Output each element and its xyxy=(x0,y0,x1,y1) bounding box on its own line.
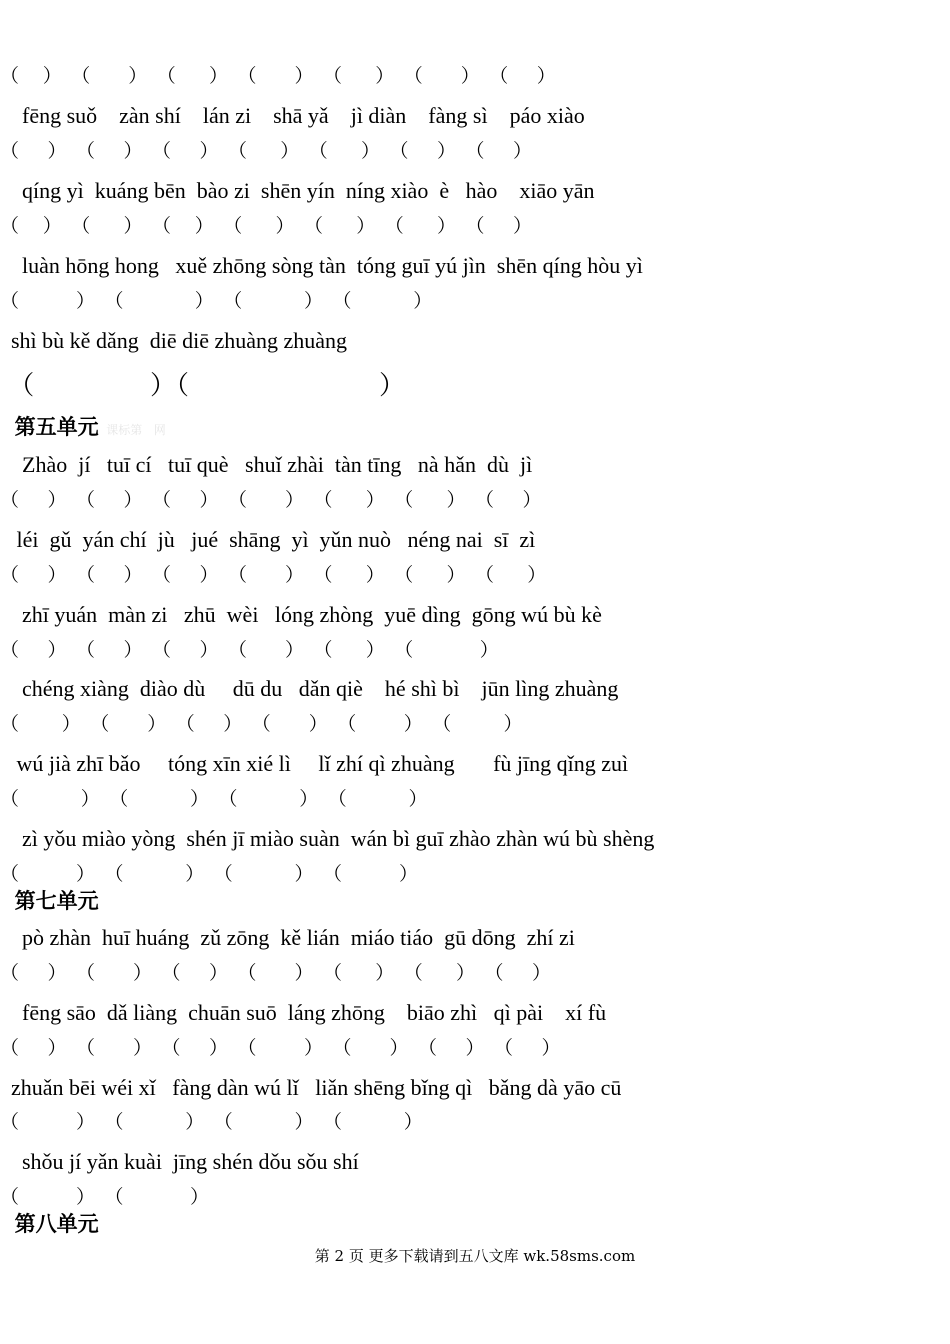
bracket-row: （ ） （ ） （ ） （ ） （ ） （ ） xyxy=(0,714,523,735)
pinyin-row: qíng yì kuáng bēn bào zi shēn yín níng xiào è hào xiāo yān xyxy=(0,178,595,203)
page-footer: 第 2 页 更多下载请到五八文库 wk.58sms.com xyxy=(314,1247,636,1265)
pinyin-row: wú jià zhī bǎo tóng xīn xié lì lǐ zhí qì zhuàng fù jīng qǐng zuì xyxy=(0,751,629,776)
pinyin-row: zì yǒu miào yòng shén jī miào suàn wán bì guī zhào zhàn wú bù shèng xyxy=(0,826,655,851)
bracket-row: （ ） （ ） （ ） （ ） （ ） （ ） （ ） xyxy=(0,141,533,162)
pinyin-row: Zhào jí tuī cí tuī què shuǐ zhài tàn tīng nà hǎn dù jì xyxy=(0,452,533,477)
pinyin-row: shǒu jí yǎn kuài jīng shén dǒu sǒu shí xyxy=(0,1149,359,1174)
bracket-row: （ ） （ ） （ ） （ ） （ ） （ ） xyxy=(0,640,499,661)
unit-heading-5 xyxy=(0,413,950,444)
bracket-row: （ ） （ ） （ ） （ ） xyxy=(0,789,428,810)
bracket-row: （ ） （ ） xyxy=(0,1187,210,1208)
bracket-row: （ ） （ ） （ ） （ ） （ ） （ ） （ ） xyxy=(0,66,556,87)
unit-heading-8: 第八单元 xyxy=(0,1212,99,1236)
pinyin-row: pò zhàn huī huáng zǔ zōng kě lián miáo tiáo gū dōng zhí zi xyxy=(0,925,575,950)
pinyin-row: fēng sāo dǎ liàng chuān suō láng zhōng biāo zhì qì pài xí fù xyxy=(0,1000,607,1025)
watermark-text: 课标第 网 xyxy=(98,423,166,437)
bracket-row: （ ） （ ） （ ） （ ） xyxy=(0,1112,423,1133)
bracket-row: （ ） （ ） （ ） （ ） （ ） （ ） （ ） xyxy=(0,963,552,984)
pinyin-row: léi gǔ yán chí jù jué shāng yì yǔn nuò néng nai sī zì xyxy=(0,527,536,552)
bracket-row: （ ） （ ） （ ） （ ） xyxy=(0,291,433,312)
bracket-row: （ ） （ ） （ ） （ ） （ ） （ ） （ ） xyxy=(0,490,542,511)
pinyin-row: zhī yuán màn zi zhū wèi lóng zhòng yuē dìng gōng wú bù kè xyxy=(0,602,602,627)
bracket-row: （ ） （ ） （ ） （ ） （ ） （ ） （ ） xyxy=(0,565,547,586)
heading-text: 第五单元 xyxy=(0,415,99,439)
pinyin-row: shì bù kě dǎng diē diē zhuàng zhuàng xyxy=(0,328,348,353)
pinyin-row: chéng xiàng diào dù dū du dǎn qiè hé shì bì jūn lìng zhuàng xyxy=(0,676,619,701)
pinyin-row: luàn hōng hong xuě zhōng sòng tàn tóng guī yú jìn shēn qíng hòu yì xyxy=(0,253,643,278)
bracket-row: （ ）（ ） xyxy=(0,371,406,401)
bracket-row: （ ） （ ） （ ） （ ） xyxy=(0,864,419,885)
bracket-row: （ ） （ ） （ ） （ ） （ ） （ ） （ ） xyxy=(0,216,533,237)
pinyin-row: zhuǎn bēi wéi xǐ fàng dàn wú lǐ liǎn shēng bǐng qì bǎng dà yāo cū xyxy=(0,1075,622,1100)
bracket-row: （ ） （ ） （ ） （ ） （ ） （ ） （ ） xyxy=(0,1038,561,1059)
pinyin-row: fēng suǒ zàn shí lán zi shā yǎ jì diàn fàng sì páo xiào xyxy=(0,103,585,128)
unit-heading-7: 第七单元 xyxy=(0,889,99,913)
